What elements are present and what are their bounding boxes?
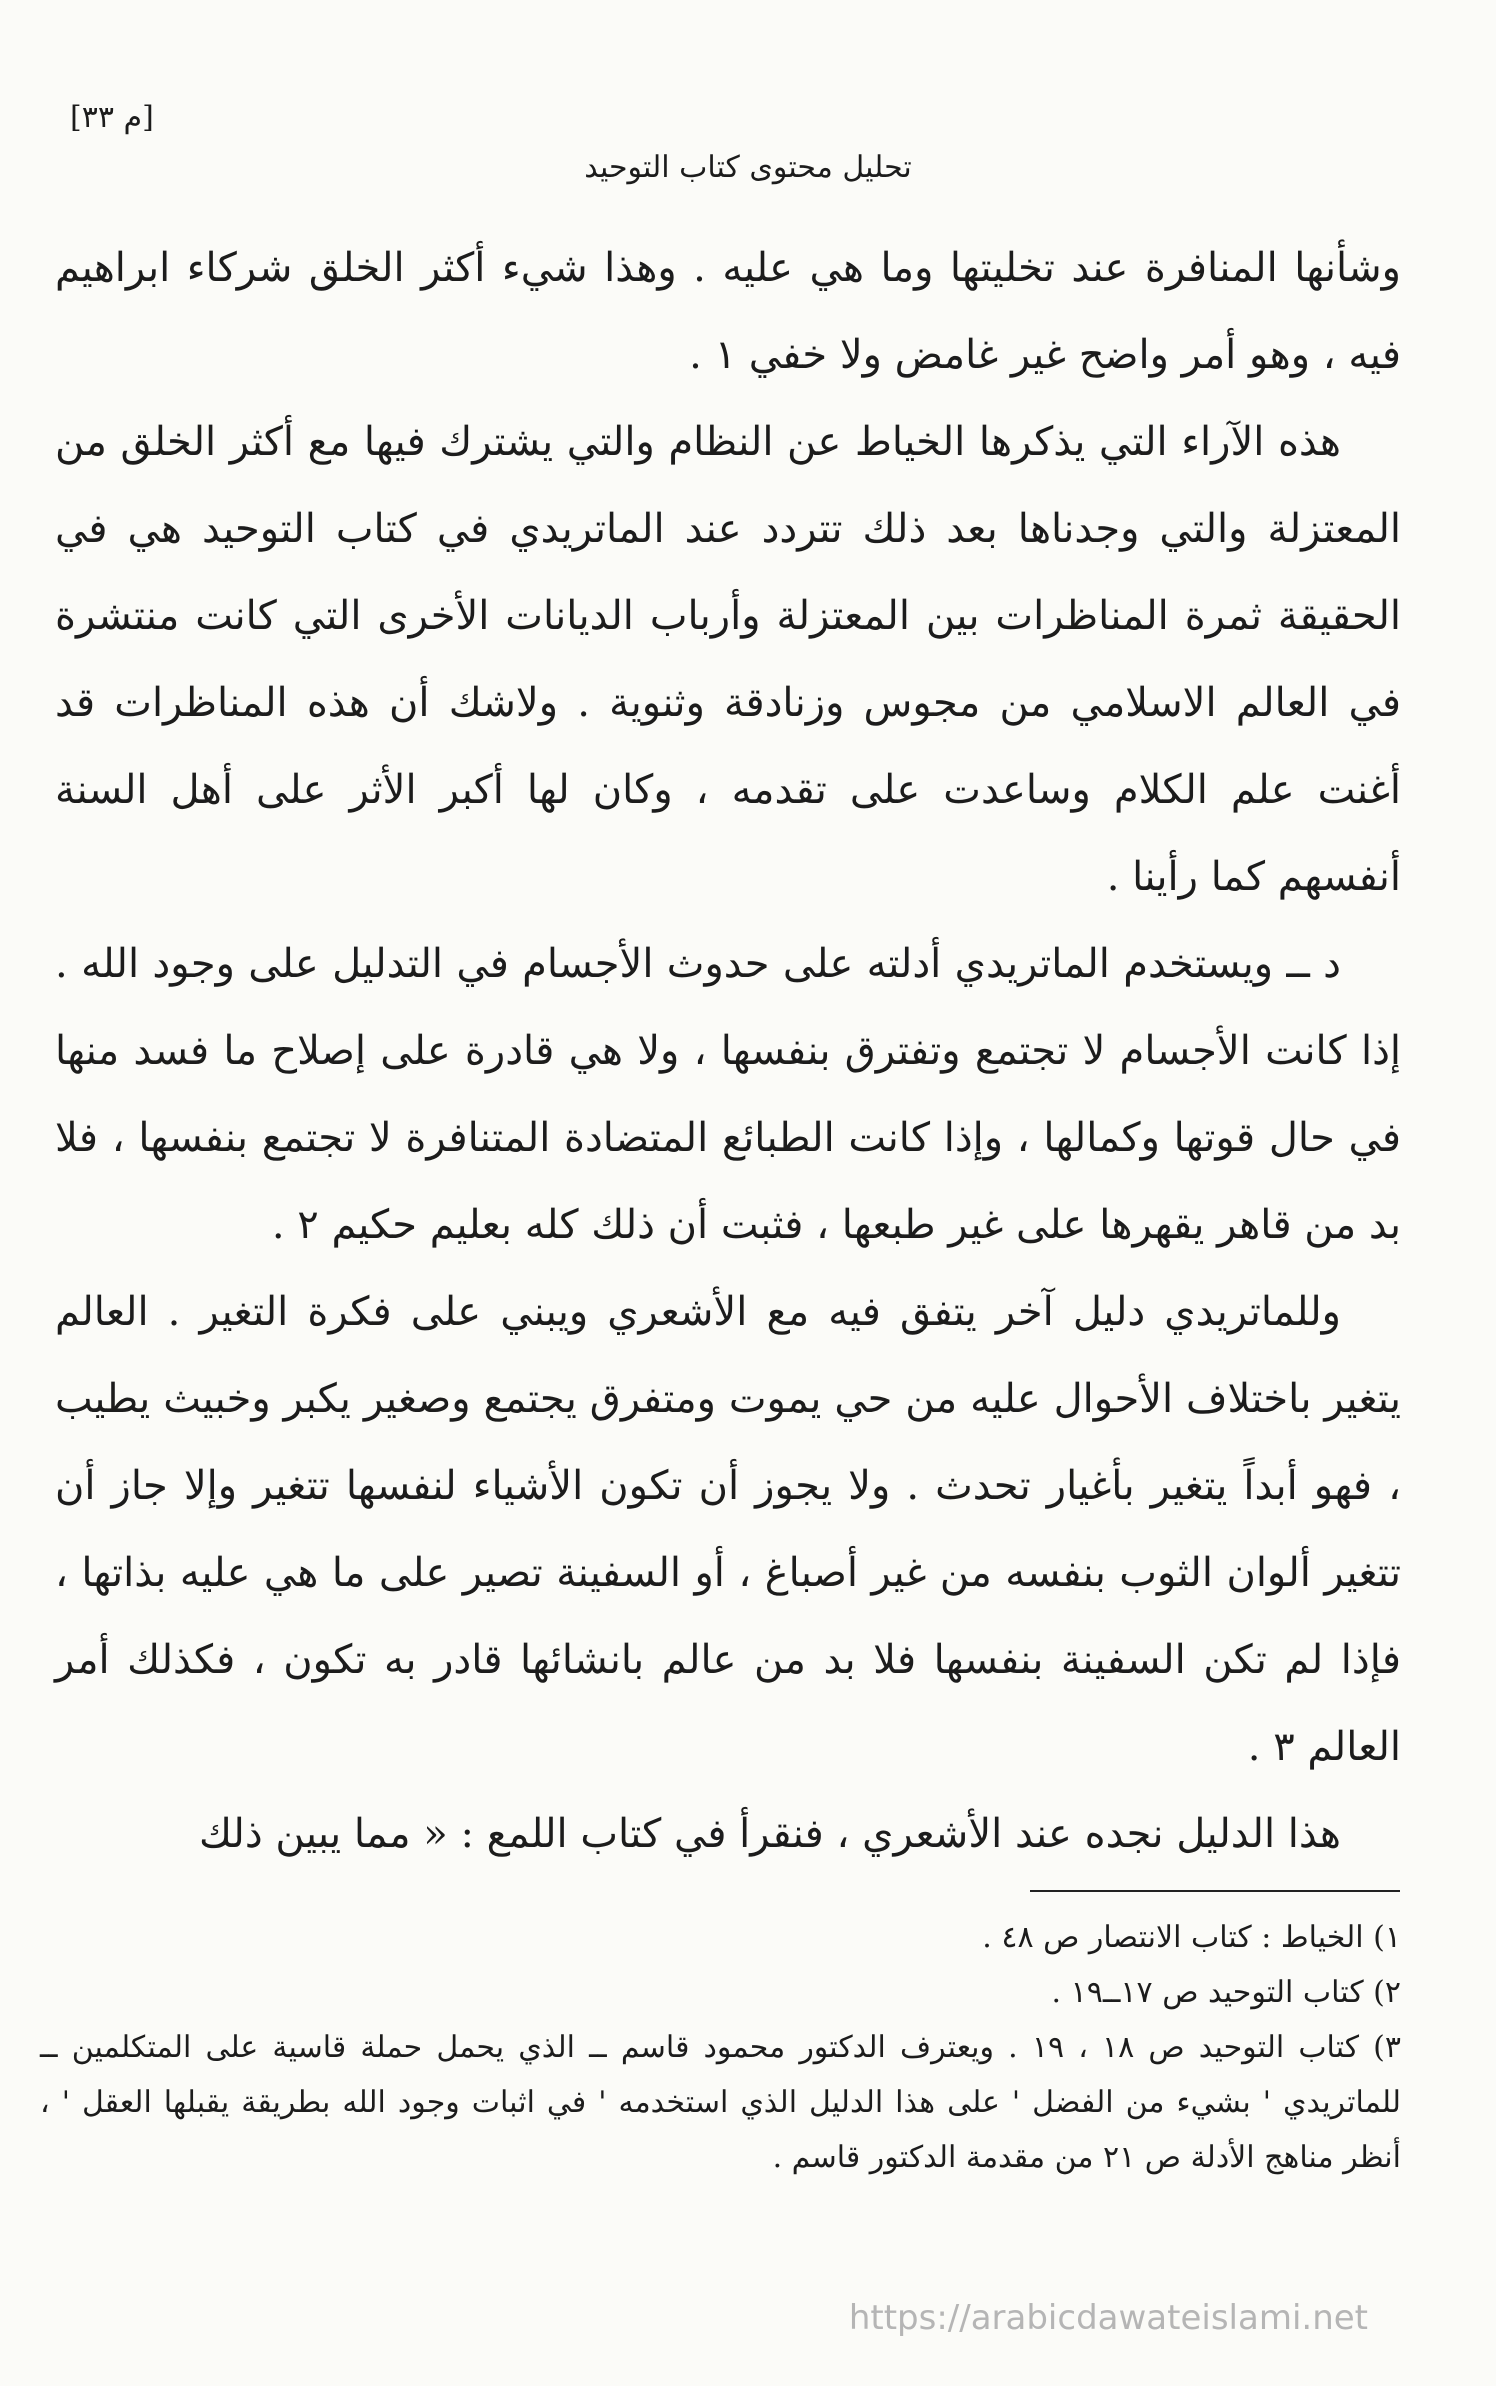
footnote-2: ٢) كتاب التوحيد ص ١٧ــ١٩ . (1051, 1975, 1401, 2010)
footnote-1: ١) الخياط : كتاب الانتصار ص ٤٨ . (982, 1920, 1401, 1955)
footnote-3: ٣) كتاب التوحيد ص ١٨ ، ١٩ . ويعترف الدكتور محمود قاسم ــ الذي يحمل حملة قاسية على المتكلمين ــ للماتريدي ' بشيء من الفضل ' على هذا الدليل الذي استخدمه ' في اثبات وجود الله بطريقة يقبلها العقل ' ، أنظر مناهج الأدلة ص ٢١ من مقدمة الدكتور قاسم . (40, 2030, 1401, 2175)
body-text (55, 225, 1401, 1878)
paragraph-1: وشأنها المنافرة عند تخليتها وما هي عليه . وهذا شيء أكثر الخلق شركاء ابراهيم فيه ، وهو أمر واضح غير غامض ولا خفي ١ . (55, 245, 1401, 378)
paragraph-2: هذه الآراء التي يذكرها الخياط عن النظام والتي يشترك فيها مع أكثر الخلق من المعتزلة والتي وجدناها بعد ذلك تتردد عند الماتريدي في كتاب التوحيد هي في الحقيقة ثمرة المناظرات بين المعتزلة وأرباب الديانات الأخرى التي كانت منتشرة في العالم الاسلامي من مجوس وزنادقة وثنوية . ولاشك أن هذه المناظرات قد أغنت علم الكلام وساعدت على تقدمه ، وكان لها أكبر الأثر على أهل السنة أنفسهم كما رأينا . (55, 419, 1401, 900)
running-title: تحليل محتوى كتاب التوحيد (584, 150, 912, 185)
page-number: [م ٣٣] (70, 100, 154, 135)
paragraph-4: وللماتريدي دليل آخر يتفق فيه مع الأشعري ويبني على فكرة التغير . العالم يتغير باختلاف الأحوال عليه من حي يموت ومتفرق يجتمع وصغير يكبر وخبيث يطيب ، فهو أبداً يتغير بأغيار تحدث . ولا يجوز أن تكون الأشياء لنفسها تتغير وإلا جاز أن تتغير ألوان الثوب بنفسه من غير أصباغ ، أو السفينة تصير على ما هي عليه بذاتها ، فإذا لم تكن السفينة بنفسها فلا بد من عالم بانشائها قادر به تكون ، فكذلك أمر العالم ٣ . (55, 1289, 1402, 1770)
paragraph-5: هذا الدليل نجده عند الأشعري ، فنقرأ في كتاب اللمع : « مما يبين ذلك (198, 1811, 1341, 1857)
watermark-url: https://arabicdawateislami.net (848, 2298, 1368, 2338)
paragraph-3: د ــ ويستخدم الماتريدي أدلته على حدوث الأجسام في التدليل على وجود الله . إذا كانت الأجسام لا تجتمع وتفترق بنفسها ، ولا هي قادرة على إصلاح ما فسد منها في حال قوتها وكمالها ، وإذا كانت الطبائع المتضادة المتنافرة لا تجتمع بنفسها ، فلا بد من قاهر يقهرها على غير طبعها ، فثبت أن ذلك كله بعليم حكيم ٢ . (55, 941, 1401, 1248)
footnote-divider (1030, 1890, 1400, 1892)
footnotes (40, 1910, 1401, 2185)
